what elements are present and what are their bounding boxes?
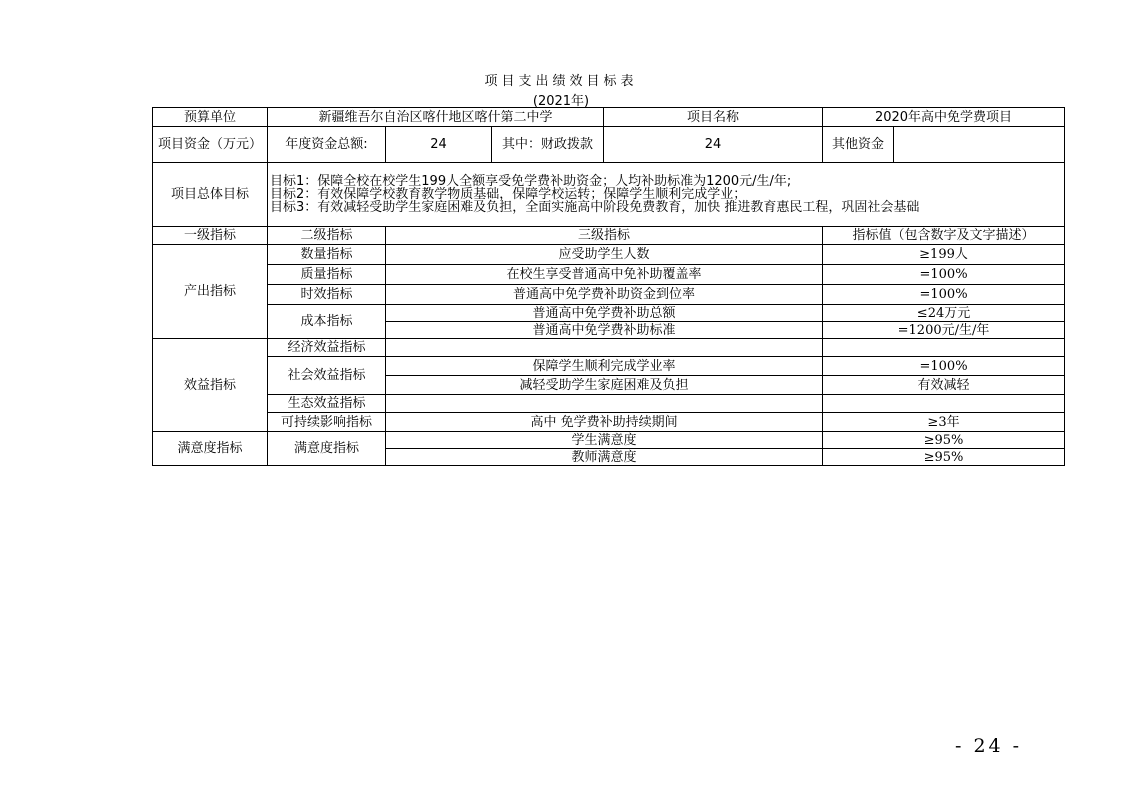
level2-quantity: 数量指标 [268,245,386,265]
level3-cell [386,395,823,413]
level3-cell: 学生满意度 [386,432,823,449]
goal-line-2: 目标2：有效保障学校教育教学物质基础，保障学校运转；保障学生顺利完成学业； [270,187,747,202]
level1-satisfaction: 满意度指标 [153,432,268,466]
indicator-value-cell: ≥199人 [823,245,1065,265]
column-header-level1: 一级指标 [153,227,268,245]
level2-social: 社会效益指标 [268,357,386,395]
indicator-value-cell: =1200元/生/年 [823,322,1065,339]
project-name-label: 项目名称 [604,108,823,127]
annual-total-label: 年度资金总额: [268,127,386,163]
budget-unit-label: 预算单位 [153,108,268,127]
indicator-value-cell: =100% [823,357,1065,376]
level2-economic: 经济效益指标 [268,339,386,357]
level3-cell [386,339,823,357]
fiscal-allocation-value: 24 [604,127,823,163]
column-header-level3: 三级指标 [386,227,823,245]
fiscal-allocation-label: 其中：财政拨款 [492,127,604,163]
indicator-value-cell [823,395,1065,413]
project-funds-label: 项目资金（万元） [153,127,268,163]
level3-cell: 普通高中免学费补助标准 [386,322,823,339]
level2-timeliness: 时效指标 [268,285,386,305]
indicator-value-cell: =100% [823,285,1065,305]
level3-cell: 普通高中免学费补助资金到位率 [386,285,823,305]
level1-benefit: 效益指标 [153,339,268,432]
column-header-value: 指标值（包含数字及文字描述） [823,227,1065,245]
indicator-value-cell: 有效减轻 [823,376,1065,395]
other-funds-label: 其他资金 [823,127,894,163]
other-funds-value [894,127,1065,163]
indicator-value-cell: ≥95% [823,432,1065,449]
level2-ecological: 生态效益指标 [268,395,386,413]
budget-unit-value: 新疆维吾尔自治区喀什地区喀什第二中学 [268,108,604,127]
level2-cost: 成本指标 [268,305,386,339]
project-name-value: 2020年高中免学费项目 [823,108,1065,127]
page-number: - 24 - [955,735,1023,757]
level3-cell: 保障学生顺利完成学业率 [386,357,823,376]
page-title: 项目支出绩效目标表 [484,74,638,89]
indicator-value-cell: ≥95% [823,449,1065,466]
level2-quality: 质量指标 [268,265,386,285]
goal-line-1: 目标1：保障全校在校学生199人全额享受免学费补助资金；人均补助标准为1200元/生/年; [270,174,792,189]
level3-cell: 减轻受助学生家庭困难及负担 [386,376,823,395]
level3-cell: 普通高中免学费补助总额 [386,305,823,322]
performance-table [152,107,1065,466]
indicator-value-cell: ≤24万元 [823,305,1065,322]
indicator-value-cell [823,339,1065,357]
year-subtitle: (2021年) [532,94,590,109]
level3-cell: 在校生享受普通高中免补助覆盖率 [386,265,823,285]
level3-cell: 高中 免学费补助持续期间 [386,413,823,432]
annual-total-value: 24 [386,127,492,163]
indicator-value-cell: ≥3年 [823,413,1065,432]
column-header-level2: 二级指标 [268,227,386,245]
level3-cell: 教师满意度 [386,449,823,466]
level2-sustainable: 可持续影响指标 [268,413,386,432]
level2-satisfaction: 满意度指标 [268,432,386,466]
overall-goal-label: 项目总体目标 [153,163,268,227]
level3-cell: 应受助学生人数 [386,245,823,265]
overall-goal-text [268,163,1065,227]
goal-line-3: 目标3：有效减轻受助学生家庭困难及负担，全面实施高中阶段免费教育，加快 推进教育惠民工程，巩固社会基础 [270,200,920,215]
level1-output: 产出指标 [153,245,268,339]
indicator-value-cell: =100% [823,265,1065,285]
